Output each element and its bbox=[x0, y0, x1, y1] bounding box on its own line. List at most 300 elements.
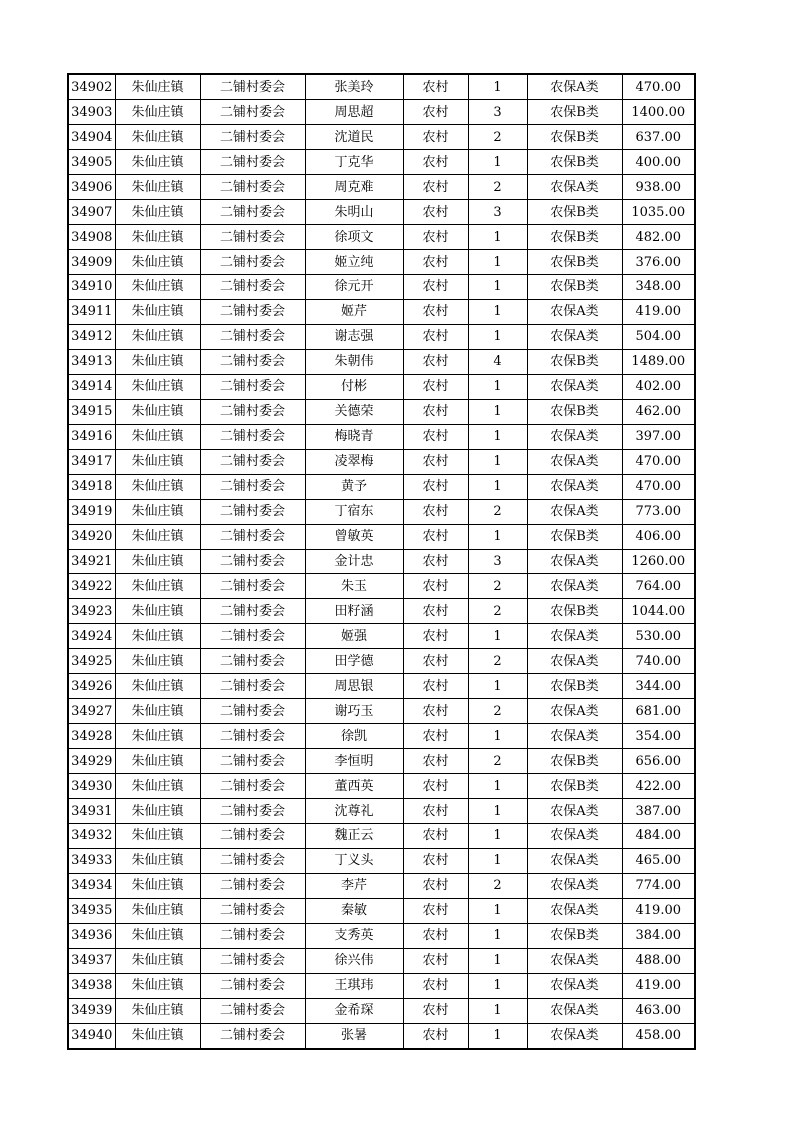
cell-name: 朱明山 bbox=[305, 200, 403, 225]
cell-insurance_class: 农保B类 bbox=[527, 749, 622, 774]
cell-village: 二铺村委会 bbox=[200, 275, 305, 300]
table-row bbox=[68, 125, 695, 150]
cell-count: 2 bbox=[468, 175, 527, 200]
cell-town: 朱仙庄镇 bbox=[115, 74, 200, 100]
cell-town: 朱仙庄镇 bbox=[115, 474, 200, 499]
table-row bbox=[68, 774, 695, 799]
cell-village: 二铺村委会 bbox=[200, 474, 305, 499]
cell-village: 二铺村委会 bbox=[200, 299, 305, 324]
cell-village: 二铺村委会 bbox=[200, 150, 305, 175]
cell-name: 关德荣 bbox=[305, 399, 403, 424]
cell-town: 朱仙庄镇 bbox=[115, 499, 200, 524]
cell-village: 二铺村委会 bbox=[200, 873, 305, 898]
cell-category: 农村 bbox=[403, 749, 468, 774]
cell-town: 朱仙庄镇 bbox=[115, 449, 200, 474]
cell-village: 二铺村委会 bbox=[200, 524, 305, 549]
table-row bbox=[68, 873, 695, 898]
table-row bbox=[68, 724, 695, 749]
cell-insurance_class: 农保B类 bbox=[527, 225, 622, 250]
cell-category: 农村 bbox=[403, 374, 468, 399]
cell-insurance_class: 农保A类 bbox=[527, 998, 622, 1023]
cell-count: 1 bbox=[468, 74, 527, 100]
cell-count: 1 bbox=[468, 848, 527, 873]
cell-count: 1 bbox=[468, 474, 527, 499]
cell-village: 二铺村委会 bbox=[200, 724, 305, 749]
cell-town: 朱仙庄镇 bbox=[115, 324, 200, 349]
cell-village: 二铺村委会 bbox=[200, 973, 305, 998]
cell-count: 1 bbox=[468, 524, 527, 549]
cell-name: 秦敏 bbox=[305, 898, 403, 923]
cell-insurance_class: 农保B类 bbox=[527, 200, 622, 225]
cell-category: 农村 bbox=[403, 74, 468, 100]
cell-insurance_class: 农保B类 bbox=[527, 674, 622, 699]
cell-amount: 681.00 bbox=[622, 699, 695, 724]
cell-village: 二铺村委会 bbox=[200, 250, 305, 275]
cell-town: 朱仙庄镇 bbox=[115, 973, 200, 998]
table-body bbox=[68, 74, 695, 1049]
cell-name: 姬立纯 bbox=[305, 250, 403, 275]
table-row bbox=[68, 549, 695, 574]
cell-village: 二铺村委会 bbox=[200, 549, 305, 574]
cell-name: 谢志强 bbox=[305, 324, 403, 349]
cell-count: 2 bbox=[468, 749, 527, 774]
table-row bbox=[68, 699, 695, 724]
cell-amount: 387.00 bbox=[622, 799, 695, 824]
cell-count: 1 bbox=[468, 399, 527, 424]
cell-insurance_class: 农保A类 bbox=[527, 474, 622, 499]
cell-category: 农村 bbox=[403, 774, 468, 799]
cell-id: 34902 bbox=[68, 74, 115, 100]
cell-town: 朱仙庄镇 bbox=[115, 873, 200, 898]
table-row bbox=[68, 200, 695, 225]
cell-insurance_class: 农保B类 bbox=[527, 524, 622, 549]
cell-village: 二铺村委会 bbox=[200, 424, 305, 449]
cell-name: 李恒明 bbox=[305, 749, 403, 774]
cell-town: 朱仙庄镇 bbox=[115, 225, 200, 250]
cell-amount: 465.00 bbox=[622, 848, 695, 873]
table-row bbox=[68, 998, 695, 1023]
cell-id: 34907 bbox=[68, 200, 115, 225]
cell-village: 二铺村委会 bbox=[200, 823, 305, 848]
cell-amount: 462.00 bbox=[622, 399, 695, 424]
cell-town: 朱仙庄镇 bbox=[115, 374, 200, 399]
cell-town: 朱仙庄镇 bbox=[115, 175, 200, 200]
cell-amount: 400.00 bbox=[622, 150, 695, 175]
cell-category: 农村 bbox=[403, 150, 468, 175]
cell-amount: 402.00 bbox=[622, 374, 695, 399]
cell-village: 二铺村委会 bbox=[200, 499, 305, 524]
cell-insurance_class: 农保A类 bbox=[527, 424, 622, 449]
cell-id: 34926 bbox=[68, 674, 115, 699]
cell-town: 朱仙庄镇 bbox=[115, 100, 200, 125]
cell-amount: 1044.00 bbox=[622, 599, 695, 624]
cell-amount: 354.00 bbox=[622, 724, 695, 749]
cell-amount: 458.00 bbox=[622, 1023, 695, 1049]
cell-id: 34903 bbox=[68, 100, 115, 125]
cell-amount: 530.00 bbox=[622, 624, 695, 649]
cell-id: 34905 bbox=[68, 150, 115, 175]
cell-amount: 348.00 bbox=[622, 275, 695, 300]
cell-count: 2 bbox=[468, 699, 527, 724]
cell-name: 董西英 bbox=[305, 774, 403, 799]
cell-amount: 1400.00 bbox=[622, 100, 695, 125]
cell-count: 1 bbox=[468, 948, 527, 973]
table-row bbox=[68, 449, 695, 474]
cell-insurance_class: 农保A类 bbox=[527, 449, 622, 474]
cell-id: 34910 bbox=[68, 275, 115, 300]
cell-insurance_class: 农保A类 bbox=[527, 948, 622, 973]
cell-amount: 470.00 bbox=[622, 474, 695, 499]
cell-village: 二铺村委会 bbox=[200, 799, 305, 824]
cell-town: 朱仙庄镇 bbox=[115, 200, 200, 225]
cell-insurance_class: 农保A类 bbox=[527, 175, 622, 200]
cell-insurance_class: 农保A类 bbox=[527, 823, 622, 848]
cell-id: 34934 bbox=[68, 873, 115, 898]
cell-town: 朱仙庄镇 bbox=[115, 574, 200, 599]
cell-id: 34913 bbox=[68, 349, 115, 374]
cell-category: 农村 bbox=[403, 250, 468, 275]
table-row bbox=[68, 624, 695, 649]
cell-category: 农村 bbox=[403, 998, 468, 1023]
cell-town: 朱仙庄镇 bbox=[115, 724, 200, 749]
cell-count: 1 bbox=[468, 225, 527, 250]
cell-amount: 504.00 bbox=[622, 324, 695, 349]
cell-amount: 637.00 bbox=[622, 125, 695, 150]
table-row bbox=[68, 150, 695, 175]
cell-village: 二铺村委会 bbox=[200, 74, 305, 100]
cell-amount: 482.00 bbox=[622, 225, 695, 250]
cell-amount: 740.00 bbox=[622, 649, 695, 674]
cell-village: 二铺村委会 bbox=[200, 624, 305, 649]
cell-town: 朱仙庄镇 bbox=[115, 424, 200, 449]
table-row bbox=[68, 324, 695, 349]
table-row bbox=[68, 349, 695, 374]
cell-town: 朱仙庄镇 bbox=[115, 624, 200, 649]
cell-insurance_class: 农保A类 bbox=[527, 74, 622, 100]
cell-id: 34939 bbox=[68, 998, 115, 1023]
cell-count: 1 bbox=[468, 299, 527, 324]
cell-count: 2 bbox=[468, 649, 527, 674]
cell-name: 金计忠 bbox=[305, 549, 403, 574]
cell-amount: 1260.00 bbox=[622, 549, 695, 574]
cell-category: 农村 bbox=[403, 574, 468, 599]
cell-id: 34932 bbox=[68, 823, 115, 848]
cell-category: 农村 bbox=[403, 724, 468, 749]
cell-insurance_class: 农保A类 bbox=[527, 1023, 622, 1049]
cell-town: 朱仙庄镇 bbox=[115, 699, 200, 724]
cell-insurance_class: 农保A类 bbox=[527, 848, 622, 873]
cell-town: 朱仙庄镇 bbox=[115, 898, 200, 923]
cell-name: 沈尊礼 bbox=[305, 799, 403, 824]
cell-amount: 774.00 bbox=[622, 873, 695, 898]
cell-count: 1 bbox=[468, 374, 527, 399]
cell-town: 朱仙庄镇 bbox=[115, 848, 200, 873]
cell-category: 农村 bbox=[403, 923, 468, 948]
cell-category: 农村 bbox=[403, 848, 468, 873]
cell-village: 二铺村委会 bbox=[200, 898, 305, 923]
cell-village: 二铺村委会 bbox=[200, 574, 305, 599]
cell-town: 朱仙庄镇 bbox=[115, 948, 200, 973]
table-row bbox=[68, 649, 695, 674]
table-row bbox=[68, 74, 695, 100]
cell-category: 农村 bbox=[403, 873, 468, 898]
cell-town: 朱仙庄镇 bbox=[115, 774, 200, 799]
cell-category: 农村 bbox=[403, 599, 468, 624]
cell-town: 朱仙庄镇 bbox=[115, 1023, 200, 1049]
cell-insurance_class: 农保A类 bbox=[527, 574, 622, 599]
cell-village: 二铺村委会 bbox=[200, 923, 305, 948]
cell-count: 1 bbox=[468, 150, 527, 175]
cell-id: 34919 bbox=[68, 499, 115, 524]
table-row bbox=[68, 524, 695, 549]
table-row bbox=[68, 823, 695, 848]
cell-id: 34925 bbox=[68, 649, 115, 674]
table-row bbox=[68, 574, 695, 599]
table-row bbox=[68, 1023, 695, 1049]
table-row bbox=[68, 674, 695, 699]
cell-town: 朱仙庄镇 bbox=[115, 749, 200, 774]
cell-village: 二铺村委会 bbox=[200, 349, 305, 374]
cell-id: 34921 bbox=[68, 549, 115, 574]
cell-town: 朱仙庄镇 bbox=[115, 125, 200, 150]
cell-amount: 773.00 bbox=[622, 499, 695, 524]
cell-id: 34938 bbox=[68, 973, 115, 998]
table-row bbox=[68, 973, 695, 998]
cell-name: 李芹 bbox=[305, 873, 403, 898]
cell-insurance_class: 农保A类 bbox=[527, 873, 622, 898]
cell-name: 周克难 bbox=[305, 175, 403, 200]
cell-name: 田学德 bbox=[305, 649, 403, 674]
cell-amount: 488.00 bbox=[622, 948, 695, 973]
cell-count: 2 bbox=[468, 125, 527, 150]
cell-count: 1 bbox=[468, 898, 527, 923]
cell-name: 付彬 bbox=[305, 374, 403, 399]
cell-id: 34927 bbox=[68, 699, 115, 724]
cell-amount: 344.00 bbox=[622, 674, 695, 699]
cell-town: 朱仙庄镇 bbox=[115, 649, 200, 674]
cell-insurance_class: 农保B类 bbox=[527, 275, 622, 300]
cell-village: 二铺村委会 bbox=[200, 848, 305, 873]
cell-amount: 764.00 bbox=[622, 574, 695, 599]
cell-count: 3 bbox=[468, 549, 527, 574]
cell-insurance_class: 农保A类 bbox=[527, 649, 622, 674]
cell-insurance_class: 农保B类 bbox=[527, 399, 622, 424]
cell-count: 1 bbox=[468, 674, 527, 699]
cell-id: 34911 bbox=[68, 299, 115, 324]
cell-category: 农村 bbox=[403, 948, 468, 973]
cell-category: 农村 bbox=[403, 424, 468, 449]
cell-town: 朱仙庄镇 bbox=[115, 823, 200, 848]
cell-village: 二铺村委会 bbox=[200, 749, 305, 774]
cell-village: 二铺村委会 bbox=[200, 948, 305, 973]
cell-count: 1 bbox=[468, 424, 527, 449]
cell-town: 朱仙庄镇 bbox=[115, 524, 200, 549]
cell-id: 34906 bbox=[68, 175, 115, 200]
table-row bbox=[68, 225, 695, 250]
cell-category: 农村 bbox=[403, 898, 468, 923]
cell-id: 34935 bbox=[68, 898, 115, 923]
cell-village: 二铺村委会 bbox=[200, 324, 305, 349]
cell-insurance_class: 农保A类 bbox=[527, 299, 622, 324]
cell-name: 周思超 bbox=[305, 100, 403, 125]
table-row bbox=[68, 474, 695, 499]
cell-amount: 397.00 bbox=[622, 424, 695, 449]
cell-count: 1 bbox=[468, 275, 527, 300]
table-row bbox=[68, 599, 695, 624]
cell-count: 1 bbox=[468, 250, 527, 275]
cell-insurance_class: 农保A类 bbox=[527, 724, 622, 749]
cell-id: 34940 bbox=[68, 1023, 115, 1049]
cell-insurance_class: 农保A类 bbox=[527, 973, 622, 998]
cell-insurance_class: 农保B类 bbox=[527, 150, 622, 175]
cell-name: 支秀英 bbox=[305, 923, 403, 948]
table-row bbox=[68, 299, 695, 324]
cell-amount: 419.00 bbox=[622, 299, 695, 324]
cell-village: 二铺村委会 bbox=[200, 674, 305, 699]
cell-id: 34918 bbox=[68, 474, 115, 499]
cell-amount: 406.00 bbox=[622, 524, 695, 549]
cell-id: 34936 bbox=[68, 923, 115, 948]
cell-count: 4 bbox=[468, 349, 527, 374]
cell-insurance_class: 农保A类 bbox=[527, 374, 622, 399]
cell-count: 1 bbox=[468, 823, 527, 848]
cell-category: 农村 bbox=[403, 100, 468, 125]
cell-town: 朱仙庄镇 bbox=[115, 923, 200, 948]
cell-category: 农村 bbox=[403, 324, 468, 349]
cell-village: 二铺村委会 bbox=[200, 998, 305, 1023]
cell-count: 2 bbox=[468, 499, 527, 524]
table-row bbox=[68, 499, 695, 524]
cell-name: 黄予 bbox=[305, 474, 403, 499]
cell-village: 二铺村委会 bbox=[200, 1023, 305, 1049]
table-row bbox=[68, 749, 695, 774]
cell-count: 1 bbox=[468, 799, 527, 824]
cell-category: 农村 bbox=[403, 973, 468, 998]
cell-amount: 376.00 bbox=[622, 250, 695, 275]
cell-name: 王琪玮 bbox=[305, 973, 403, 998]
cell-id: 34909 bbox=[68, 250, 115, 275]
cell-amount: 470.00 bbox=[622, 74, 695, 100]
cell-id: 34908 bbox=[68, 225, 115, 250]
table-row bbox=[68, 399, 695, 424]
cell-category: 农村 bbox=[403, 549, 468, 574]
cell-town: 朱仙庄镇 bbox=[115, 599, 200, 624]
cell-amount: 1489.00 bbox=[622, 349, 695, 374]
cell-amount: 384.00 bbox=[622, 923, 695, 948]
cell-village: 二铺村委会 bbox=[200, 599, 305, 624]
cell-name: 徐项文 bbox=[305, 225, 403, 250]
cell-village: 二铺村委会 bbox=[200, 399, 305, 424]
cell-category: 农村 bbox=[403, 299, 468, 324]
cell-id: 34920 bbox=[68, 524, 115, 549]
cell-town: 朱仙庄镇 bbox=[115, 998, 200, 1023]
cell-id: 34912 bbox=[68, 324, 115, 349]
cell-name: 徐兴伟 bbox=[305, 948, 403, 973]
cell-count: 1 bbox=[468, 923, 527, 948]
cell-village: 二铺村委会 bbox=[200, 699, 305, 724]
cell-name: 田籽涵 bbox=[305, 599, 403, 624]
cell-category: 农村 bbox=[403, 699, 468, 724]
cell-category: 农村 bbox=[403, 449, 468, 474]
table-row bbox=[68, 275, 695, 300]
cell-name: 张暑 bbox=[305, 1023, 403, 1049]
cell-name: 魏正云 bbox=[305, 823, 403, 848]
cell-id: 34924 bbox=[68, 624, 115, 649]
cell-name: 朱朝伟 bbox=[305, 349, 403, 374]
cell-name: 丁义头 bbox=[305, 848, 403, 873]
cell-name: 姬强 bbox=[305, 624, 403, 649]
cell-town: 朱仙庄镇 bbox=[115, 299, 200, 324]
cell-count: 2 bbox=[468, 599, 527, 624]
cell-count: 1 bbox=[468, 1023, 527, 1049]
cell-town: 朱仙庄镇 bbox=[115, 399, 200, 424]
cell-town: 朱仙庄镇 bbox=[115, 549, 200, 574]
cell-id: 34916 bbox=[68, 424, 115, 449]
cell-count: 2 bbox=[468, 574, 527, 599]
cell-town: 朱仙庄镇 bbox=[115, 150, 200, 175]
cell-insurance_class: 农保A类 bbox=[527, 499, 622, 524]
cell-count: 1 bbox=[468, 449, 527, 474]
cell-insurance_class: 农保A类 bbox=[527, 699, 622, 724]
cell-count: 1 bbox=[468, 324, 527, 349]
cell-name: 徐元开 bbox=[305, 275, 403, 300]
cell-amount: 419.00 bbox=[622, 898, 695, 923]
cell-amount: 1035.00 bbox=[622, 200, 695, 225]
cell-id: 34923 bbox=[68, 599, 115, 624]
cell-insurance_class: 农保A类 bbox=[527, 624, 622, 649]
cell-insurance_class: 农保A类 bbox=[527, 549, 622, 574]
cell-name: 朱玉 bbox=[305, 574, 403, 599]
cell-id: 34937 bbox=[68, 948, 115, 973]
cell-category: 农村 bbox=[403, 125, 468, 150]
cell-village: 二铺村委会 bbox=[200, 100, 305, 125]
cell-name: 谢巧玉 bbox=[305, 699, 403, 724]
cell-amount: 470.00 bbox=[622, 449, 695, 474]
cell-id: 34931 bbox=[68, 799, 115, 824]
cell-town: 朱仙庄镇 bbox=[115, 250, 200, 275]
cell-category: 农村 bbox=[403, 349, 468, 374]
table-row bbox=[68, 898, 695, 923]
cell-town: 朱仙庄镇 bbox=[115, 349, 200, 374]
cell-name: 曾敏英 bbox=[305, 524, 403, 549]
cell-insurance_class: 农保B类 bbox=[527, 250, 622, 275]
cell-insurance_class: 农保A类 bbox=[527, 799, 622, 824]
cell-count: 1 bbox=[468, 624, 527, 649]
cell-id: 34915 bbox=[68, 399, 115, 424]
cell-village: 二铺村委会 bbox=[200, 200, 305, 225]
cell-count: 1 bbox=[468, 998, 527, 1023]
cell-count: 1 bbox=[468, 774, 527, 799]
cell-village: 二铺村委会 bbox=[200, 175, 305, 200]
cell-amount: 938.00 bbox=[622, 175, 695, 200]
table-row bbox=[68, 175, 695, 200]
cell-name: 金希琛 bbox=[305, 998, 403, 1023]
cell-village: 二铺村委会 bbox=[200, 225, 305, 250]
table-row bbox=[68, 374, 695, 399]
cell-name: 沈道民 bbox=[305, 125, 403, 150]
cell-name: 姬芹 bbox=[305, 299, 403, 324]
cell-id: 34928 bbox=[68, 724, 115, 749]
cell-count: 1 bbox=[468, 724, 527, 749]
cell-name: 徐凯 bbox=[305, 724, 403, 749]
table-row bbox=[68, 948, 695, 973]
table-row bbox=[68, 424, 695, 449]
cell-insurance_class: 农保B类 bbox=[527, 125, 622, 150]
cell-village: 二铺村委会 bbox=[200, 774, 305, 799]
cell-count: 1 bbox=[468, 973, 527, 998]
cell-category: 农村 bbox=[403, 200, 468, 225]
cell-name: 丁克华 bbox=[305, 150, 403, 175]
